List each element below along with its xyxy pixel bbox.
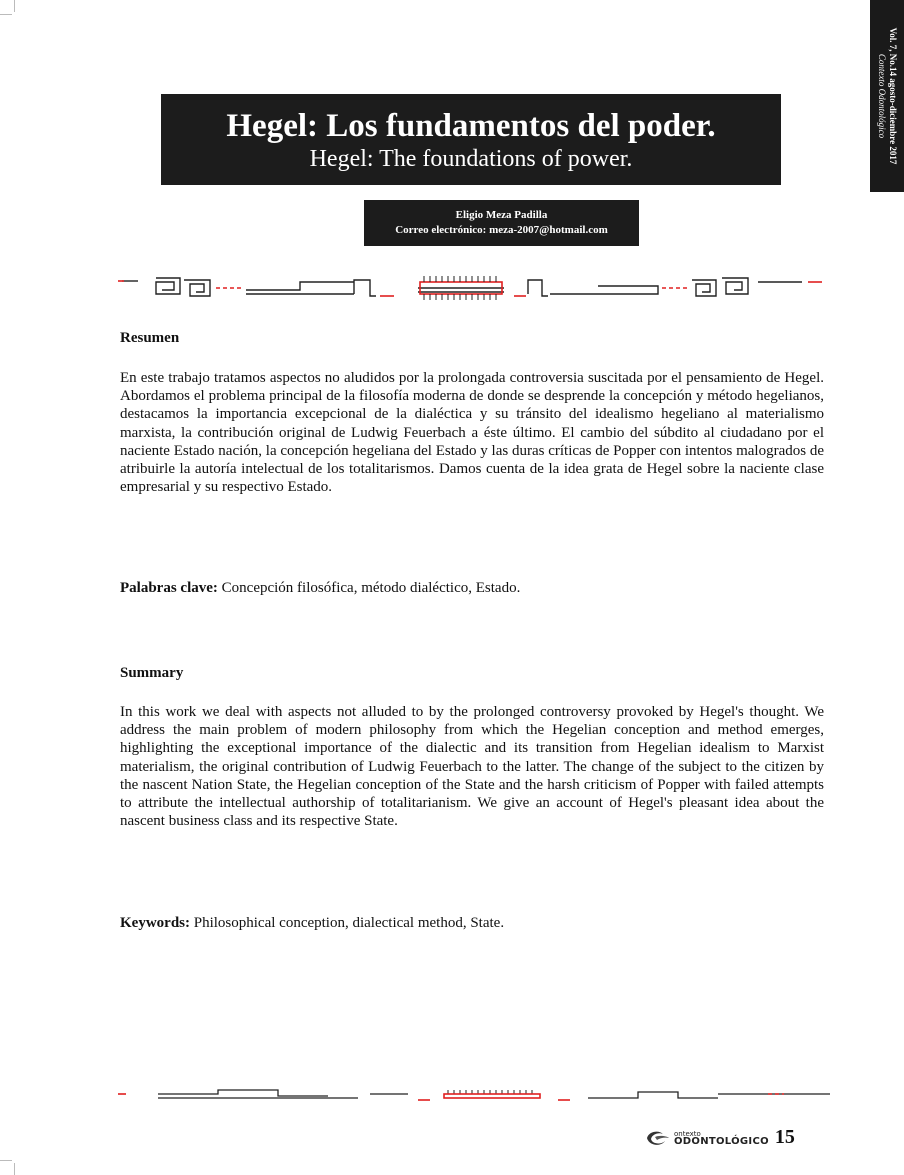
keywords [120,915,504,932]
page-number: 15 [774,1126,795,1148]
side-tab-text [876,28,898,165]
footer-ornament [118,1082,830,1108]
summary-heading: Summary [120,665,184,681]
palabras-clave-values: Concepción filosófica, método dialéctico, Estado. [221,580,521,596]
title-english: Hegel: The foundations of power. [309,146,633,172]
author-name: Eligio Meza Padilla [455,209,548,221]
author-box [364,200,639,246]
resumen-body: En este trabajo tratamos aspectos no aludidos por la prolongada controversia suscitada por el pensamiento de Hegel. Abordamos el problema principal de la filosofía moderna de donde se desprende la concepción y método hegelianos, destacamos la importancia excepcional de la dialéctica y su tránsito del idealismo hegeliano al materialismo marxista, la contribución original de Ludwig Feuerbach a éste último. El cambio del súbdito al ciudadano por el naciente Estado nación, la concepción hegeliana del Estado y las duras críticas de Popper con intentos malogrados de atribuirle la autoría intelectual de los totalitarismos. Damos cuenta de la idea grata de Hegel sobre la naciente clase empresarial y su respectivo Estado. [120,370,824,496]
author-email: Correo electrónico: meza-2007@hotmail.com [395,224,608,236]
title-spanish: Hegel: Los fundamentos del poder. [226,108,716,144]
keywords-label: Keywords: [120,915,190,931]
palabras-clave [120,580,520,597]
title-box [161,94,781,185]
journal-wordmark [674,1131,769,1145]
brand-line1: ontexto [674,1129,701,1138]
crop-mark [14,0,15,12]
greek-key-ornament [118,268,824,302]
journal-name: Contexto Odontológico [877,53,887,139]
journal-logo-icon [645,1129,671,1147]
volume-info: Vol. 7, No.14 agosto-diciembre 2017 [888,27,898,165]
resumen-heading: Resumen [120,330,180,346]
keywords-values: Philosophical conception, dialectical method, State. [193,915,505,931]
crop-mark [0,1160,12,1161]
brand-line2: ODONTOLÓGICO [674,1135,769,1147]
footer-brand [645,1126,795,1149]
crop-mark [0,14,12,15]
crop-mark [14,1163,15,1175]
summary-body: In this work we deal with aspects not alluded to by the prolonged controversy provoked by Hegel's thought. We address the main problem of modern philosophy from which the Hegelian conception and method emerges, highlighting the exceptional importance of the dialectic and its transition from Hegelian idealism to Marxist materialism, the original contribution of Ludwig Feuerbach to the latter. The change of the subject to the citizen by the nascent Nation State, the Hegelian conception of the State and the harsh criticism of Popper with failed attempts to attribute the intellectual authorship of totalitarianism. We give an account of Hegel's pleasant idea about the nascent business class and its respective State. [120,704,824,830]
palabras-clave-label: Palabras clave: [120,580,218,596]
